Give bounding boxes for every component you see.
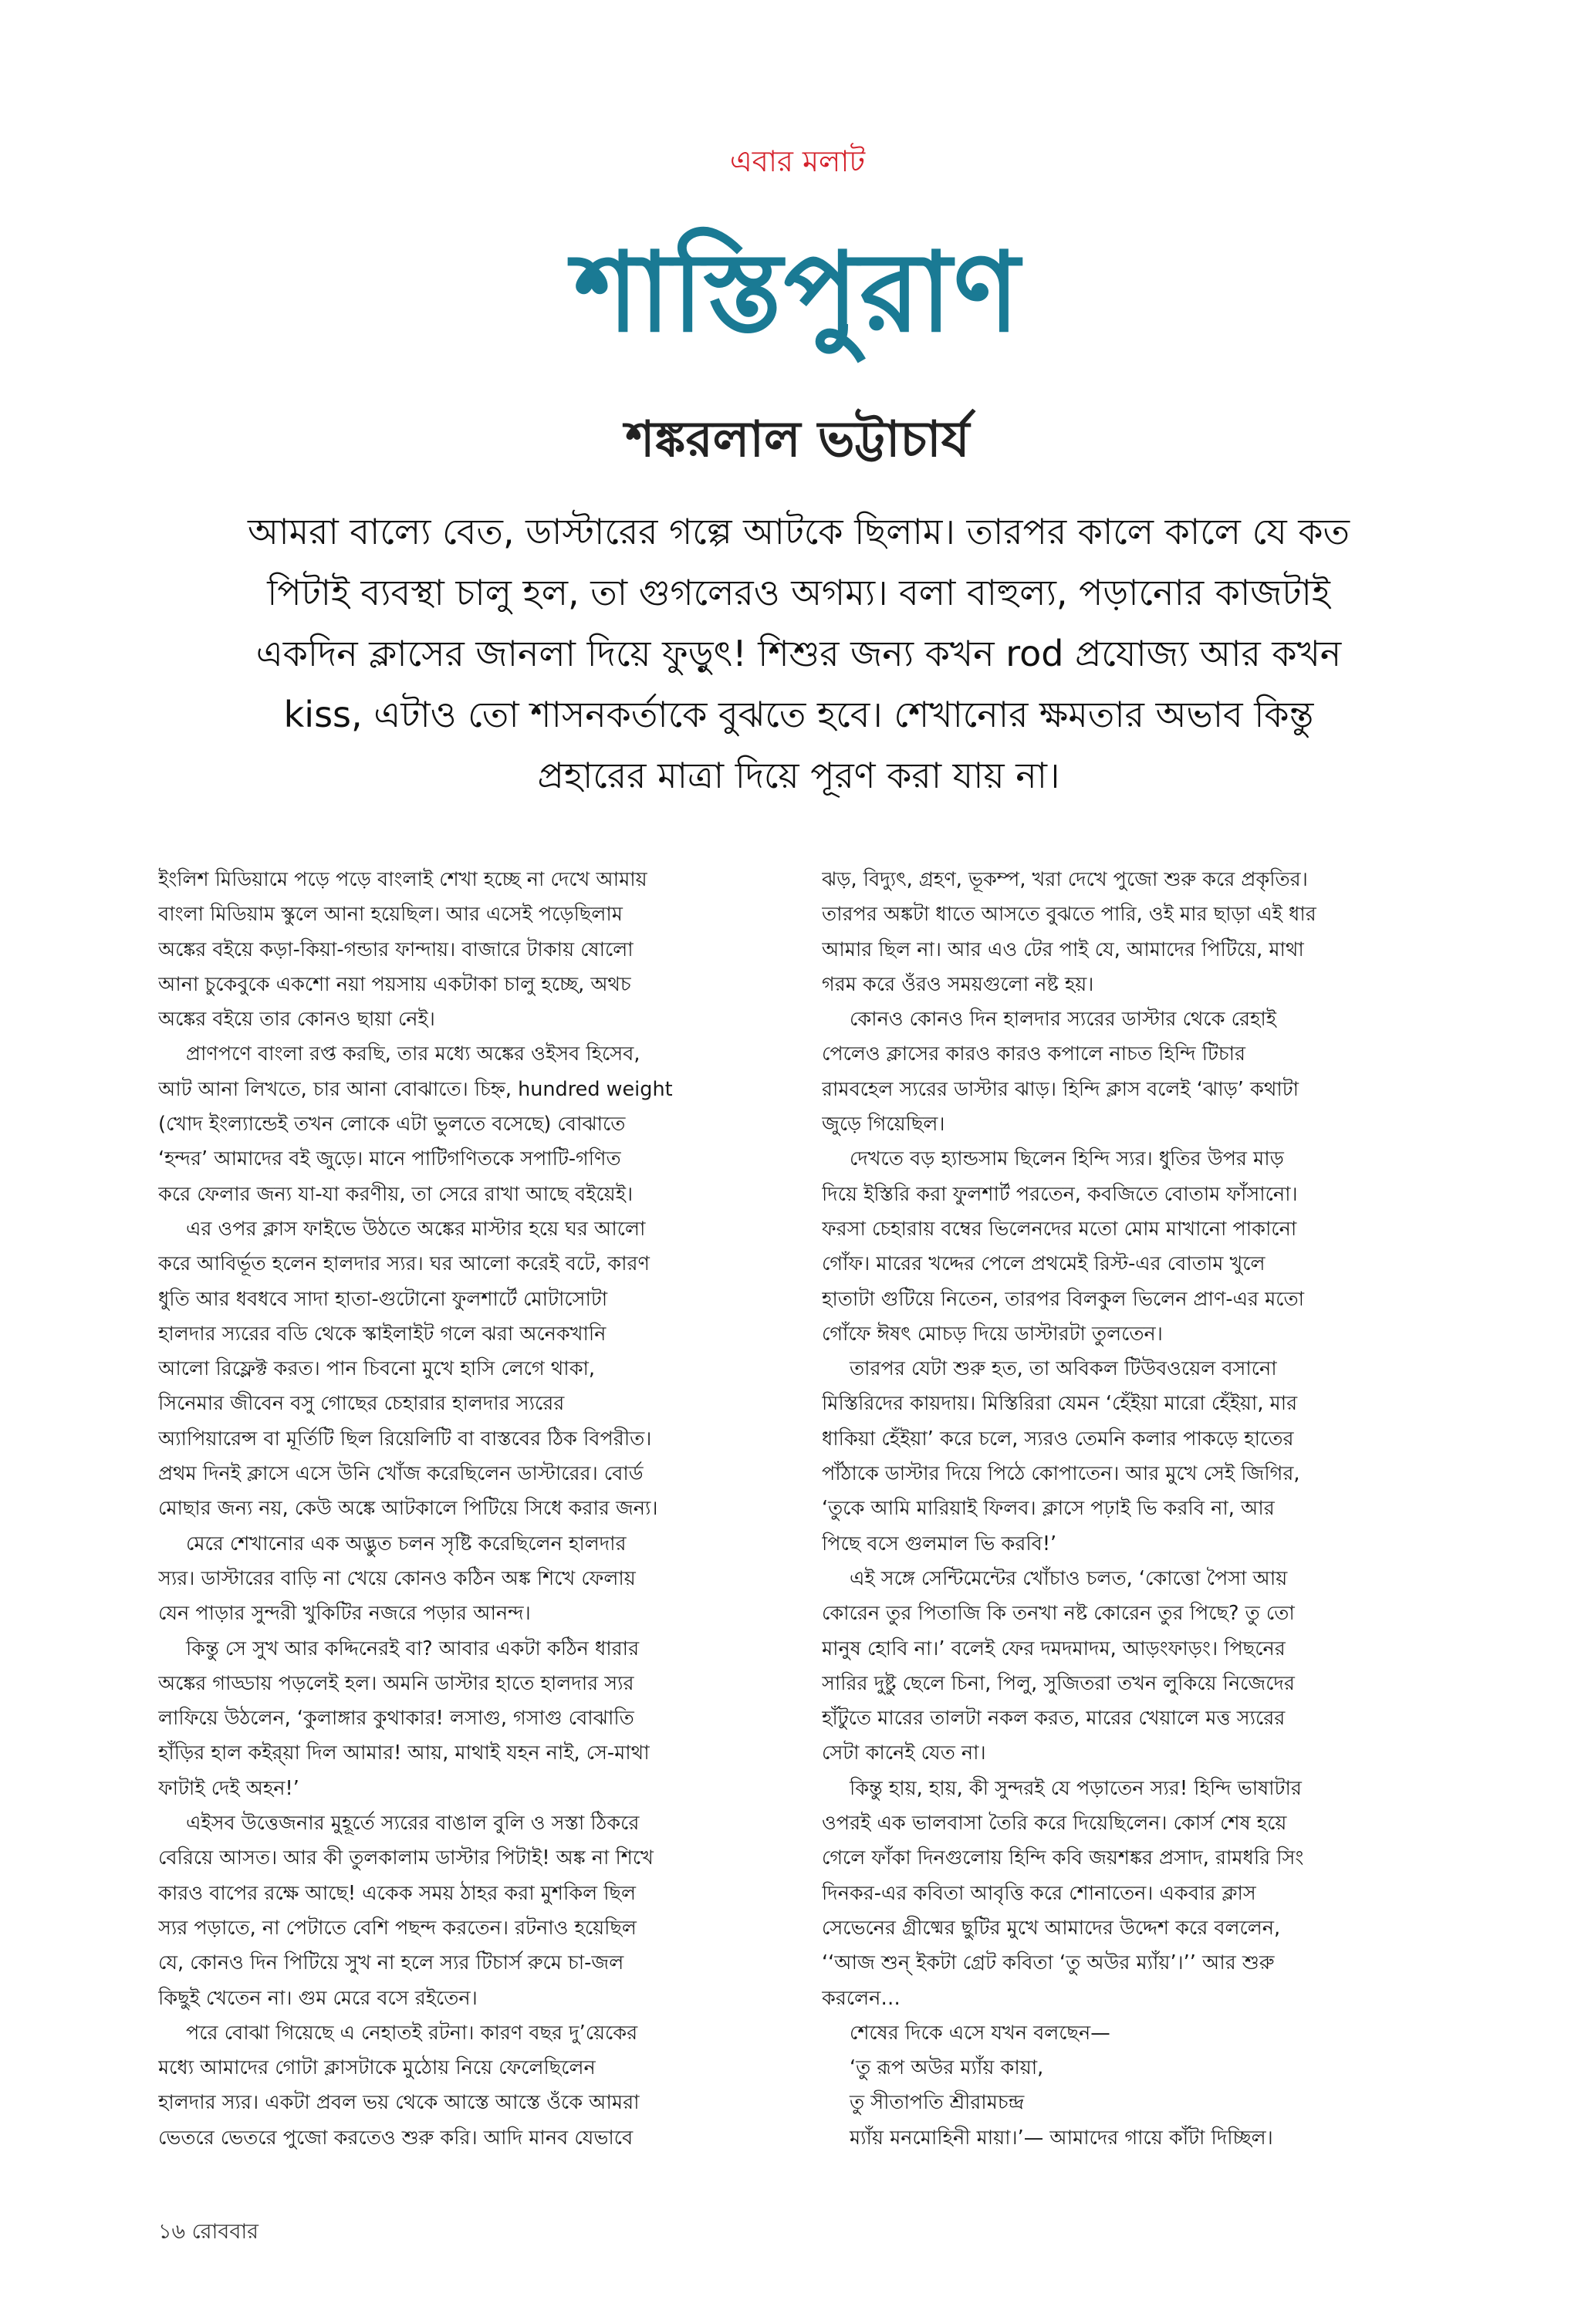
- author-byline: শঙ্করলাল ভট্টাচার্য: [625, 411, 970, 468]
- body-line: পেলেও ক্লাসের কারও কারও কপালে নাচত হিন্দি টিচার: [822, 1042, 1246, 1066]
- body-line: বাংলা মিডিয়াম স্কুলে আনা হয়েছিল। আর এসেই পড়েছিলাম: [158, 903, 623, 927]
- standfirst: [139, 502, 1458, 806]
- body-line: লাফিয়ে উঠলেন, ‘কুলাঙ্গার কুথাকার! লসাগু, গসাগু বোঝাতি: [158, 1707, 634, 1731]
- body-line: কিন্তু সে সুখ আর কদ্দিনেরই বা? আবার একটা কঠিন ধারার: [186, 1637, 640, 1660]
- body-line: পিছে বসে গুলমাল ভি করবি!’: [822, 1532, 1057, 1556]
- standfirst-line: একদিন ক্লাসের জানলা দিয়ে ফুড়ুৎ! শিশুর জন্য কখন rod প্রযোজ্য আর কখন: [255, 633, 1342, 674]
- body-line: ‘‘আজ শুন্‌ ইকটা গ্রেট কবিতা ‘তু অউর ম্যাঁয়’।’’ আর শুরু: [822, 1951, 1275, 1975]
- body-line: রামবহেল স্যরের ডাস্টার ঝাড়। হিন্দি ক্লাস বলেই ‘ঝাড়’ কথাটা: [822, 1077, 1299, 1101]
- body-line: অঙ্কের বইয়ে তার কোনও ছায়া নেই।: [158, 1008, 435, 1032]
- body-line: কোরেন তুর পিতাজি কি তনখা নষ্ট কোরেন তুর পিছে? তু তো: [822, 1602, 1295, 1626]
- body-line: পাঁঠাকে ডাস্টার দিয়ে পিঠে কোপাতেন। আর মুখে সেই জিগির,: [822, 1462, 1300, 1486]
- section-kicker: এবার মলাট: [729, 144, 866, 178]
- body-line: সারির দুষ্টু ছেলে চিনা, পিলু, সুজিতরা তখন লুকিয়ে নিজেদের: [822, 1671, 1295, 1695]
- body-line: ঝড়, বিদ্যুৎ, গ্রহণ, ভূকম্প, খরা দেখে পুজো শুরু করে প্রকৃতির।: [822, 868, 1308, 891]
- body-line: কারও বাপের রক্ষে আছে! একেক সময় ঠাহর করা মুশকিল ছিল: [158, 1881, 636, 1905]
- body-line: দেখতে বড় হ্যান্ডসাম ছিলেন হিন্দি স্যর। ধুতির উপর মাড়: [850, 1147, 1284, 1171]
- body-column-left: [158, 863, 776, 2156]
- body-line: কোনও কোনও দিন হালদার স্যরের ডাস্টার থেকে রেহাই: [850, 1008, 1277, 1032]
- body-line: প্রাণপণে বাংলা রপ্ত করছি, তার মধ্যে অঙ্কের ওইসব হিসেব,: [186, 1042, 640, 1066]
- body-line: করলেন…: [822, 1986, 901, 2010]
- body-line: গরম করে ওঁরও সময়গুলো নষ্ট হয়।: [822, 972, 1094, 996]
- body-line: হাঁটুতে মারের তালটা নকল করত, মারের খেয়ালে মত্ত স্যরের: [822, 1707, 1286, 1731]
- body-line: হালদার স্যরের বডি থেকে স্কাইলাইট গলে ঝরা অনেকখানি: [158, 1322, 607, 1346]
- body-line: হালদার স্যর। একটা প্রবল ভয় থেকে আস্তে আস্তে ওঁকে আমরা: [158, 2091, 640, 2115]
- body-line: করে আবির্ভূত হলেন হালদার স্যর। ঘর আলো করেই বটে, কারণ: [158, 1252, 650, 1276]
- body-line: ইংলিশ মিডিয়ামে পড়ে পড়ে বাংলাই শেখা হচ্ছে না দেখে আমায়: [158, 868, 647, 891]
- body-line: করে ফেলার জন্য যা-যা করণীয়, তা সেরে রাখা আছে বইয়েই।: [158, 1182, 634, 1206]
- body-line: সিনেমার জীবেন বসু গোছের চেহারার হালদার স্যরের: [158, 1392, 565, 1416]
- body-line: এর ওপর ক্লাস ফাইভে উঠতে অঙ্কের মাস্টার হয়ে ঘর আলো: [186, 1217, 646, 1241]
- body-line: সেভেনের গ্রীষ্মের ছুটির মুখে আমাদের উদ্দেশ করে বললেন,: [822, 1916, 1281, 1940]
- body-line: এইসব উত্তেজনার মুহূর্তে স্যরের বাঙাল বুলি ও সস্তা ঠিকরে: [186, 1812, 640, 1836]
- body-line: হাতাটা গুটিয়ে নিতেন, তারপর বিলকুল ভিলেন প্রাণ-এর মতো: [822, 1287, 1305, 1311]
- body-line: সেটা কানেই যেত না।: [822, 1741, 986, 1765]
- body-line: কিছুই খেতেন না। গুম মেরে বসে রইতেন।: [158, 1986, 478, 2010]
- body-line: অঙ্কের গাড্ডায় পড়লেই হল। অমনি ডাস্টার হাতে হালদার স্যর: [158, 1671, 634, 1695]
- body-line: তু সীতাপতি শ্রীরামচন্দ্র: [850, 2091, 1025, 2115]
- standfirst-line: প্রহারের মাত্রা দিয়ে পূরণ করা যায় না।: [537, 755, 1060, 796]
- body-line: ম্যাঁয় মনমোহিনী মায়া।’— আমাদের গায়ে কাঁটা দিচ্ছিল।: [850, 2126, 1273, 2150]
- body-line: ‘হন্দর’ আমাদের বই জুড়ে। মানে পাটিগণিতকে সপাটি-গণিত: [158, 1147, 621, 1171]
- body-line: কিন্তু হায়, হায়, কী সুন্দরই যে পড়াতেন স্যর! হিন্দি ভাষাটার: [850, 1776, 1302, 1800]
- article-title: শাস্তিপুরাণ: [573, 229, 1022, 356]
- body-line: দিনকর-এর কবিতা আবৃত্তি করে শোনাতেন। একবার ক্লাস: [822, 1881, 1256, 1905]
- body-line: ধুতি আর ধবধবে সাদা হাতা-গুটোনো ফুলশার্টে মোটাসোটা: [158, 1287, 608, 1311]
- body-line: ‘তুকে আমি মারিয়াই ফিলব। ক্লাসে পঢ়াই ভি করবি না, আর: [822, 1497, 1275, 1521]
- body-line: এই সঙ্গে সেন্টিমেন্টের খোঁচাও চলত, ‘কোত্তো পৈসা আয়: [850, 1566, 1288, 1590]
- body-line: ‘তু রূপ অউর ম্যাঁয় কায়া,: [850, 2056, 1044, 2080]
- body-line: প্রথম দিনই ক্লাসে এসে উনি খোঁজ করেছিলেন ডাস্টারের। বোর্ড: [158, 1462, 644, 1486]
- body-line: পরে বোঝা গিয়েছে এ নেহাতই রটনা। কারণ বছর দু’য়েকের: [186, 2021, 638, 2045]
- body-line: ওপরই এক ভালবাসা তৈরি করে দিয়েছিলেন। কোর্স শেষ হয়ে: [822, 1812, 1287, 1836]
- page-folio: ১৬ রোববার: [158, 2220, 259, 2244]
- body-line: অঙ্কের বইয়ে কড়া-কিয়া-গন্ডার ফান্দায়। বাজারে টাকায় ষোলো: [158, 937, 634, 961]
- body-line: জুড়ে গিয়েছিল।: [822, 1113, 945, 1137]
- body-line: মানুষ হোবি না।’ বলেই ফের দমদমাদম, আড়ংফাড়ং। পিছনের: [822, 1637, 1286, 1660]
- body-line: আট আনা লিখতে, চার আনা বোঝাতে। চিহ্ন, hundred weight: [158, 1077, 673, 1101]
- body-line: তারপর যেটা শুরু হত, তা অবিকল টিউবওয়েল বসানো: [850, 1357, 1277, 1381]
- body-line: যেন পাড়ার সুন্দরী খুকিটির নজরে পড়ার আনন্দ।: [158, 1602, 531, 1626]
- body-line: শেষের দিকে এসে যখন বলছেন—: [850, 2021, 1110, 2045]
- body-line: ফরসা চেহারায় বম্বের ভিলেনদের মতো মোম মাখানো পাকানো: [822, 1217, 1297, 1241]
- body-line: ধাকিয়া হেঁইয়া’ করে চলে, স্যরও তেমনি কলার পাকড়ে হাতের: [822, 1427, 1294, 1451]
- body-line: আনা চুকেবুকে একশো নয়া পয়সায় একটাকা চালু হচ্ছে, অথচ: [158, 972, 631, 996]
- body-line: (খোদ ইংল্যান্ডেই তখন লোকে এটা ভুলতে বসেছে) বোঝাতে: [158, 1113, 626, 1137]
- body-line: দিয়ে ইস্তিরি করা ফুলশার্ট পরতেন, কবজিতে বোতাম ফাঁসানো।: [822, 1182, 1298, 1206]
- body-line: বেরিয়ে আসত। আর কী তুলকালাম ডাস্টার পিটাই! অঙ্ক না শিখে: [158, 1846, 654, 1870]
- body-line: মিস্তিরিদের কায়দায়। মিস্তিরিরা যেমন ‘হেঁইয়া মারো হেঁইয়া, মার: [822, 1392, 1298, 1416]
- body-line: গেলে ফাঁকা দিনগুলোয় হিন্দি কবি জয়শঙ্কর প্রসাদ, রামধরি সিং: [822, 1846, 1304, 1870]
- body-line: মোছার জন্য নয়, কেউ অঙ্কে আটকালে পিটিয়ে সিধে করার জন্য।: [158, 1497, 658, 1521]
- body-line: স্যর। ডাস্টারের বাড়ি না খেয়ে কোনও কঠিন অঙ্ক শিখে ফেলায়: [158, 1566, 636, 1590]
- body-line: হাঁড়ির হাল কইর্‌য়া দিল আমার! আয়, মাথাই যহন নাই, সে-মাথা: [158, 1741, 650, 1765]
- body-line: তারপর অঙ্কটা ধাতে আসতে বুঝতে পারি, ওই মার ছাড়া এই ধার: [822, 903, 1316, 927]
- body-line: গোঁফে ঈষৎ মোচড় দিয়ে ডাস্টারটা তুলতেন।: [822, 1322, 1163, 1346]
- standfirst-line: kiss, এটাও তো শাসনকর্তাকে বুঝতে হবে। শেখানোর ক্ষমতার অভাব কিন্তু: [283, 694, 1314, 735]
- body-line: অ্যাপিয়ারেন্স বা মূর্তিটি ছিল রিয়েলিটি বা বাস্তবের ঠিক বিপরীত।: [158, 1427, 652, 1451]
- body-line: ভেতরে ভেতরে পুজো করতেও শুরু করি। আদি মানব যেভাবে: [158, 2126, 634, 2150]
- standfirst-line: পিটাই ব্যবস্থা চালু হল, তা গুগলেরও অগম্য। বলা বাহুল্য, পড়ানোর কাজটাই: [267, 572, 1330, 613]
- body-line: যে, কোনও দিন পিটিয়ে সুখ না হলে স্যর টিচার্স রুমে চা-জল: [158, 1951, 624, 1975]
- body-line: গোঁফ। মারের খদ্দের পেলে প্রথমেই রিস্ট-এর বোতাম খুলে: [822, 1252, 1266, 1276]
- body-line: আমার ছিল না। আর এও টের পাই যে, আমাদের পিটিয়ে, মাথা: [822, 937, 1304, 961]
- body-line: মধ্যে আমাদের গোটা ক্লাসটাকে মুঠোয় নিয়ে ফেলেছিলেন: [158, 2056, 596, 2080]
- body-line: আলো রিফ্লেক্ট করত। পান চিবনো মুখে হাসি লেগে থাকা,: [158, 1357, 596, 1381]
- standfirst-line: আমরা বাল্যে বেত, ডাস্টারের গল্পে আটকে ছিলাম। তারপর কালে কালে যে কত: [247, 511, 1350, 552]
- body-column-right: [822, 863, 1439, 2156]
- body-line: স্যর পড়াতে, না পেটাতে বেশি পছন্দ করতেন। রটনাও হয়েছিল: [158, 1916, 637, 1940]
- body-line: মেরে শেখানোর এক অদ্ভুত চলন সৃষ্টি করেছিলেন হালদার: [186, 1532, 627, 1556]
- body-line: ফাটাই দেই অহন!’: [158, 1776, 299, 1800]
